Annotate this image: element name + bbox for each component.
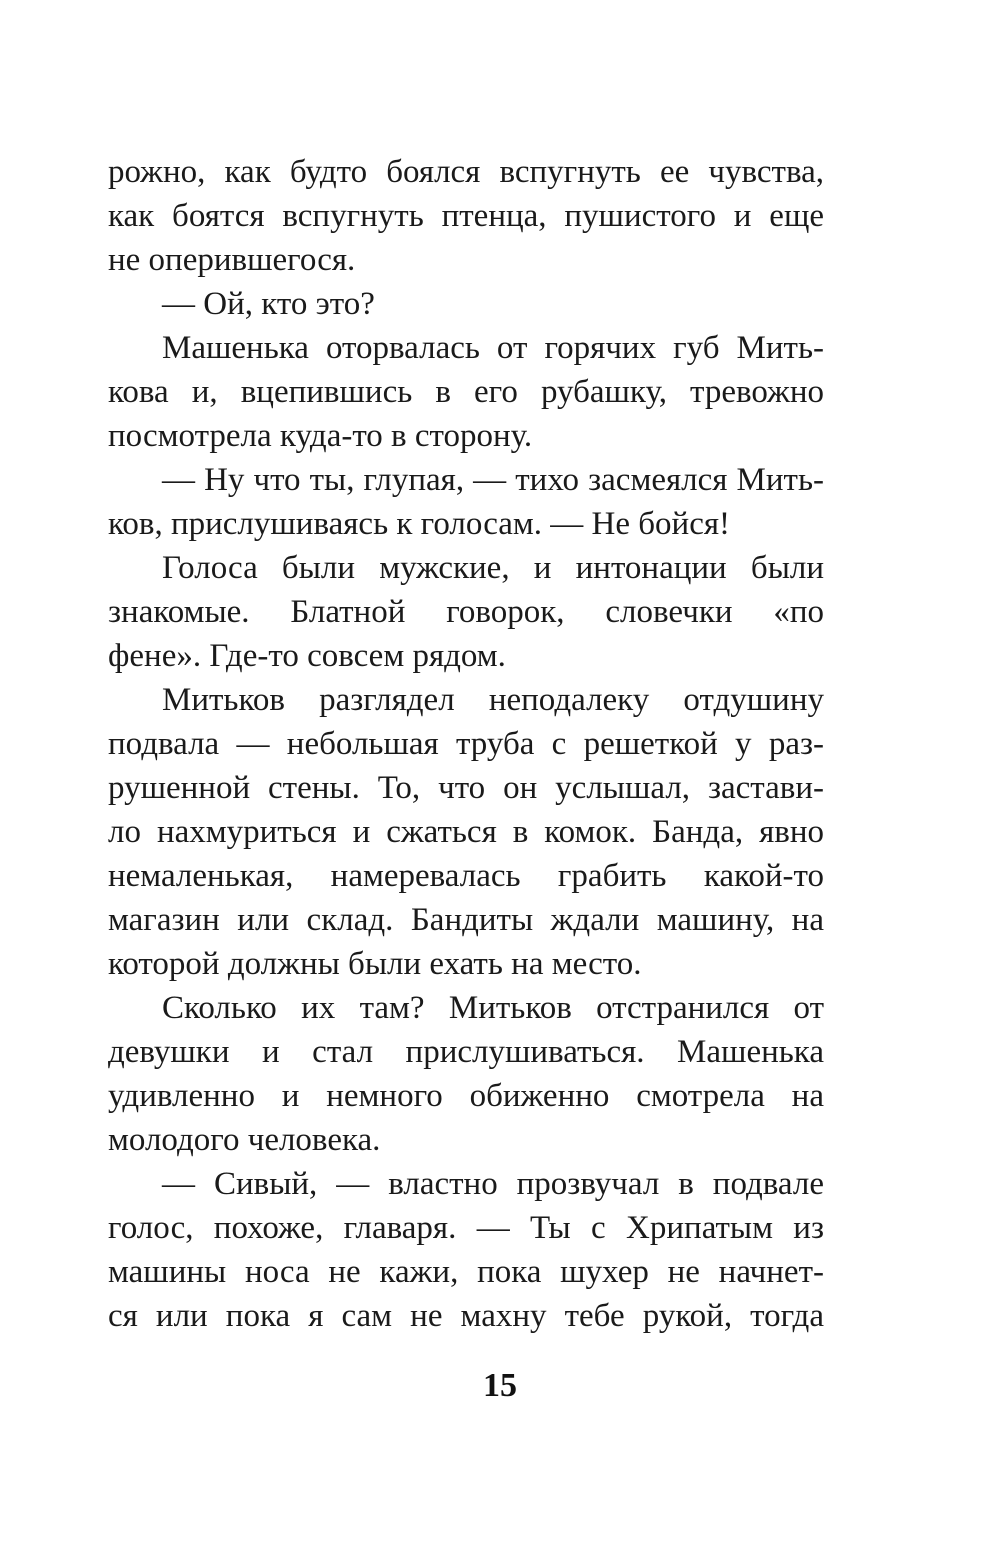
text-line: Сколько их там? Митьков отстранился от	[162, 990, 824, 1026]
text-line: — Сивый, — властно прозвучал в подвале	[162, 1166, 824, 1202]
text-line: удивленно и немного обиженно смотрела на	[108, 1078, 824, 1114]
text-line: — Ой, кто это?	[162, 286, 375, 322]
text-line: ся или пока я сам не махну тебе рукой, тогда	[108, 1298, 824, 1334]
text-line: фене». Где-то совсем рядом.	[108, 638, 506, 674]
text-line: как боятся вспугнуть птенца, пушистого и еще	[108, 198, 824, 234]
text-line: магазин или склад. Бандиты ждали машину, на	[108, 902, 824, 938]
text-line: которой должны были ехать на место.	[108, 946, 642, 982]
text-line: — Ну что ты, глупая, — тихо засмеялся Мить-	[162, 462, 824, 498]
text-line: Машенька оторвалась от горячих губ Мить-	[162, 330, 824, 366]
text-line: машины носа не кажи, пока шухер не начнет-	[108, 1254, 824, 1290]
text-line: подвала — небольшая труба с решеткой у раз-	[108, 726, 824, 762]
text-line: Митьков разглядел неподалеку отдушину	[162, 682, 824, 718]
page-number: 15	[483, 1367, 517, 1404]
text-line: знакомые. Блатной говорок, словечки «по	[108, 594, 824, 630]
body-text	[108, 150, 824, 1338]
text-line: девушки и стал прислушиваться. Машенька	[108, 1034, 824, 1070]
text-line: немаленькая, намеревалась грабить какой-то	[108, 858, 824, 894]
text-line: не оперившегося.	[108, 242, 356, 278]
text-line: кова и, вцепившись в его рубашку, тревожно	[108, 374, 824, 410]
text-line: Голоса были мужские, и интонации были	[162, 550, 824, 586]
text-line: ло нахмуриться и сжаться в комок. Банда, явно	[108, 814, 824, 850]
text-line: посмотрела куда-то в сторону.	[108, 418, 533, 454]
text-line: ков, прислушиваясь к голосам. — Не бойся!	[108, 506, 731, 542]
text-line: голос, похоже, главаря. — Ты с Хрипатым из	[108, 1210, 824, 1246]
text-line: рожно, как будто боялся вспугнуть ее чувства,	[108, 154, 824, 190]
text-line: молодого человека.	[108, 1122, 381, 1158]
text-line: рушенной стены. То, что он услышал, застави-	[108, 770, 824, 806]
